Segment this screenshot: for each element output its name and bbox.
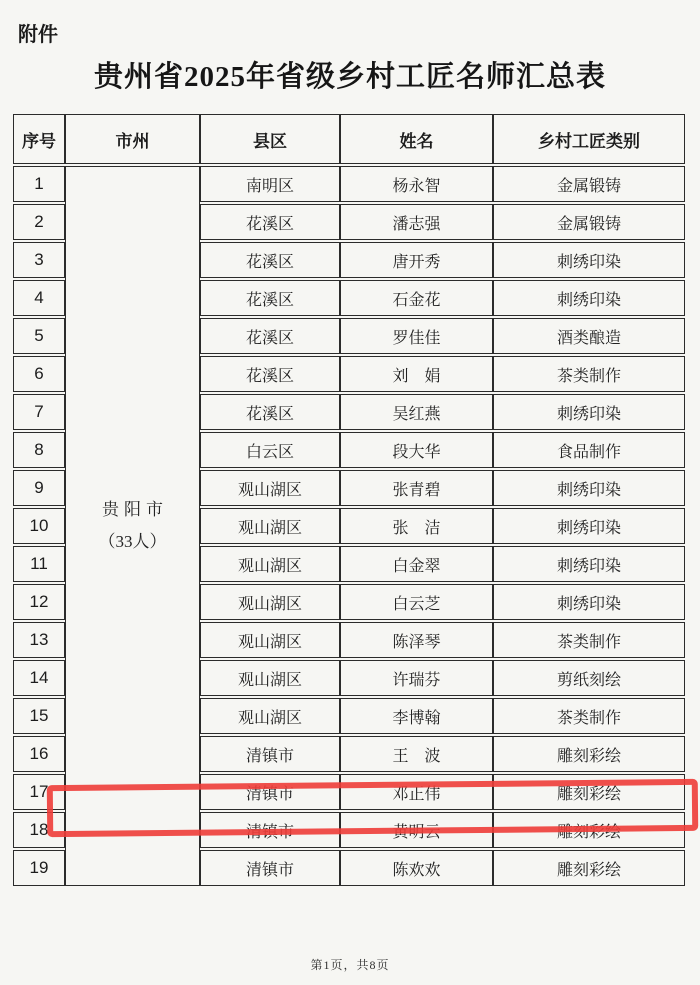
- cell-name: 陈欢欢: [340, 850, 493, 886]
- cell-category: 酒类酿造: [493, 318, 685, 354]
- cell-category: 茶类制作: [493, 698, 685, 734]
- cell-name: 段大华: [340, 432, 493, 468]
- cell-category: 刺绣印染: [493, 470, 685, 506]
- cell-county: 清镇市: [200, 812, 340, 848]
- cell-category: 刺绣印染: [493, 584, 685, 620]
- cell-no: 3: [13, 242, 65, 278]
- cell-no: 1: [13, 166, 65, 202]
- cell-category: 刺绣印染: [493, 242, 685, 278]
- cell-county: 花溪区: [200, 356, 340, 392]
- cell-county: 观山湖区: [200, 660, 340, 696]
- cell-name: 白金翠: [340, 546, 493, 582]
- cell-name: 许瑞芬: [340, 660, 493, 696]
- page-title: 贵州省2025年省级乡村工匠名师汇总表: [93, 61, 606, 93]
- cell-county: 清镇市: [200, 736, 340, 772]
- cell-county: 清镇市: [200, 774, 340, 810]
- cell-category: 雕刻彩绘: [493, 774, 685, 810]
- cell-name: 张 洁: [340, 508, 493, 544]
- city-group-cell: [65, 166, 200, 886]
- cell-no: 19: [13, 850, 65, 886]
- cell-county: 花溪区: [200, 204, 340, 240]
- cell-county: 观山湖区: [200, 584, 340, 620]
- cell-category: 茶类制作: [493, 356, 685, 392]
- cell-no: 4: [13, 280, 65, 316]
- cell-no: 5: [13, 318, 65, 354]
- cell-no: 14: [13, 660, 65, 696]
- cell-no: 13: [13, 622, 65, 658]
- cell-name: 吴红燕: [340, 394, 493, 430]
- cell-no: 18: [13, 812, 65, 848]
- cell-county: 花溪区: [200, 242, 340, 278]
- cell-name: 王 波: [340, 736, 493, 772]
- attachment-label: 附件: [18, 24, 58, 46]
- cell-county: 观山湖区: [200, 622, 340, 658]
- table-body: [13, 166, 685, 886]
- cell-category: 刺绣印染: [493, 546, 685, 582]
- cell-no: 12: [13, 584, 65, 620]
- cell-category: 剪纸刻绘: [493, 660, 685, 696]
- city-name: 贵阳市: [102, 499, 168, 519]
- cell-county: 花溪区: [200, 394, 340, 430]
- table-row: [13, 166, 685, 202]
- cell-county: 清镇市: [200, 850, 340, 886]
- cell-county: 观山湖区: [200, 508, 340, 544]
- cell-name: 李博翰: [340, 698, 493, 734]
- cell-county: 白云区: [200, 432, 340, 468]
- cell-category: 刺绣印染: [493, 280, 685, 316]
- cell-county: 花溪区: [200, 280, 340, 316]
- header-row: [13, 114, 685, 164]
- cell-category: 金属锻铸: [493, 204, 685, 240]
- cell-no: 10: [13, 508, 65, 544]
- col-header-city: 市州: [65, 114, 200, 164]
- city-count: （33人）: [98, 532, 167, 551]
- col-header-county: 县区: [200, 114, 340, 164]
- craftsmen-table: [13, 112, 685, 888]
- cell-no: 2: [13, 204, 65, 240]
- col-header-name: 姓名: [340, 114, 493, 164]
- cell-category: 雕刻彩绘: [493, 736, 685, 772]
- cell-category: 刺绣印染: [493, 394, 685, 430]
- cell-no: 8: [13, 432, 65, 468]
- cell-no: 6: [13, 356, 65, 392]
- cell-name: 邓正伟: [340, 774, 493, 810]
- cell-county: 观山湖区: [200, 470, 340, 506]
- cell-no: 15: [13, 698, 65, 734]
- cell-category: 雕刻彩绘: [493, 850, 685, 886]
- cell-name: 陈泽琴: [340, 622, 493, 658]
- cell-name: 白云芝: [340, 584, 493, 620]
- cell-name: 黄明云: [340, 812, 493, 848]
- cell-name: 罗佳佳: [340, 318, 493, 354]
- cell-no: 16: [13, 736, 65, 772]
- cell-category: 雕刻彩绘: [493, 812, 685, 848]
- cell-name: 杨永智: [340, 166, 493, 202]
- cell-no: 9: [13, 470, 65, 506]
- cell-no: 7: [13, 394, 65, 430]
- cell-name: 唐开秀: [340, 242, 493, 278]
- col-header-no: 序号: [13, 114, 65, 164]
- cell-category: 食品制作: [493, 432, 685, 468]
- cell-name: 石金花: [340, 280, 493, 316]
- cell-category: 刺绣印染: [493, 508, 685, 544]
- cell-name: 张青碧: [340, 470, 493, 506]
- cell-county: 观山湖区: [200, 698, 340, 734]
- cell-name: 潘志强: [340, 204, 493, 240]
- cell-county: 花溪区: [200, 318, 340, 354]
- cell-county: 观山湖区: [200, 546, 340, 582]
- cell-no: 17: [13, 774, 65, 810]
- cell-county: 南明区: [200, 166, 340, 202]
- page-number-footer: 第1页，共8页: [310, 958, 390, 972]
- cell-category: 金属锻铸: [493, 166, 685, 202]
- col-header-category: 乡村工匠类别: [493, 114, 685, 164]
- cell-name: 刘 娟: [340, 356, 493, 392]
- cell-category: 茶类制作: [493, 622, 685, 658]
- cell-no: 11: [13, 546, 65, 582]
